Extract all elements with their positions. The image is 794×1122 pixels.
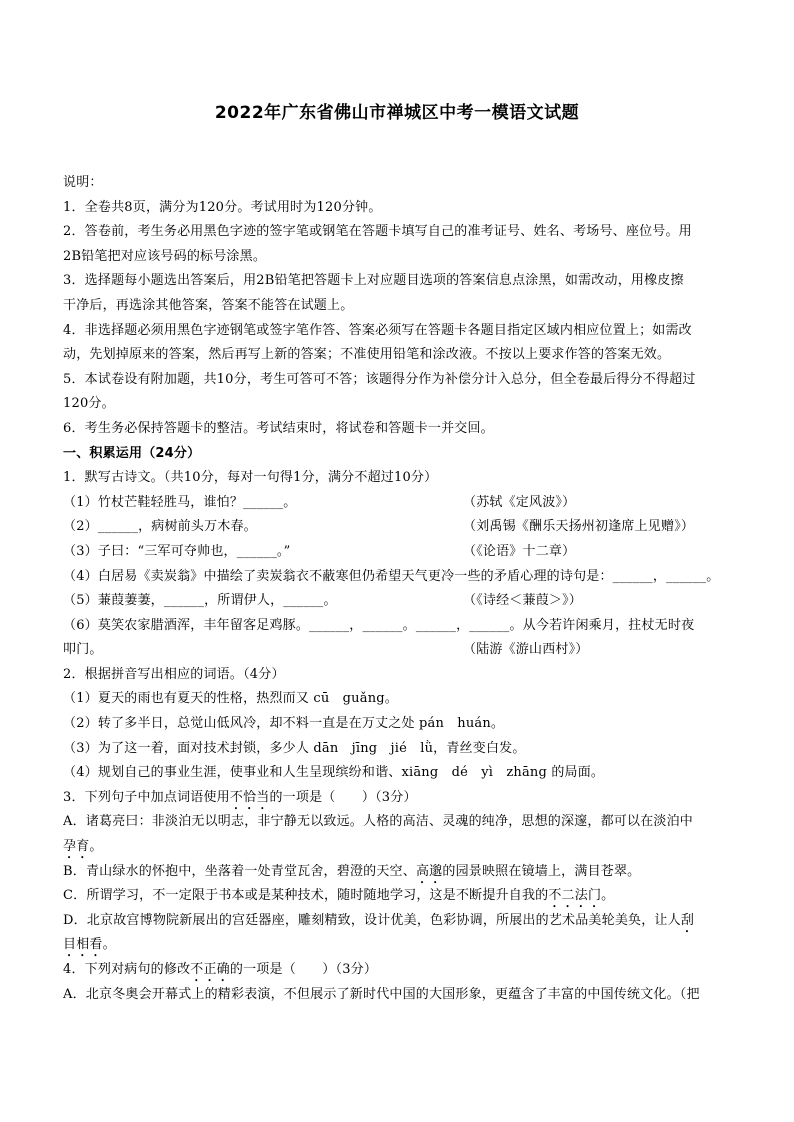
instruction-4-line-1: 4．非选择题必须用黑色字迹钢笔或签字笔作答、答案必须写在答题卡各题目指定区域内相应位置上；如需改 bbox=[63, 322, 692, 338]
exam-content bbox=[63, 171, 735, 1007]
q1-item-5-source: （《诗经＜蒹葭＞》） bbox=[463, 593, 583, 609]
q3-option-c-post: 。 bbox=[601, 888, 615, 904]
section-1-heading: 一、积累运用（24分） bbox=[63, 445, 201, 461]
q1-item-1 bbox=[63, 491, 735, 516]
q1-item-3-text: （3）子曰：“三军可夺帅也，______。” bbox=[63, 543, 291, 559]
q3-option-a-emphasis: 孕育。 bbox=[63, 839, 103, 855]
q3-option-d-pre: D．北京故宫博物院新展出的宫廷器座，雕刻精致，设计优美，色彩协调，所展出的艺术品美轮美奂，让人 bbox=[63, 912, 681, 928]
q1-item-2-text: （2）______，病树前头万木春。 bbox=[63, 519, 257, 535]
q1-item-3-source: （《论语》十二章） bbox=[463, 543, 576, 559]
instruction-2-line-1: 2．答卷前，考生务必用黑色字迹的签字笔或钢笔在答题卡填写自己的准考证号、姓名、考场号、座位号。用 bbox=[63, 224, 692, 240]
q1-item-1-text: （1）竹杖芒鞋轻胜马，谁怕？______。 bbox=[63, 494, 297, 510]
q4-stem-a: 4．下列对病句的修改 bbox=[63, 962, 191, 977]
q2-item-1: （1）夏天的雨也有夏天的性格，热烈而又 cū guǎng。 bbox=[63, 691, 398, 707]
q3-option-d-line-1 bbox=[63, 909, 735, 934]
q3-option-a-line-2 bbox=[63, 835, 735, 860]
q4-option-a-line-1: A．北京冬奥会开幕式上的精彩表演，不但展示了新时代中国的大国形象，更蕴含了丰富的中国传统文化。（把 bbox=[63, 986, 700, 1002]
q2-item-2: （2）转了多半日，总觉山低风冷，却不料一直是在万丈之处 pán huán。 bbox=[63, 716, 505, 732]
instruction-5-line-2: 120分。 bbox=[63, 396, 115, 412]
q3-option-d-post: 。 bbox=[102, 937, 116, 953]
q1-item-6-source: （陆游《游山西村》） bbox=[463, 642, 589, 658]
q1-item-1-source: （苏轼《定风波》） bbox=[463, 494, 576, 510]
q1-item-2-source: （刘禹锡《酬乐天扬州初逢席上见赠》） bbox=[463, 519, 695, 535]
q3-stem bbox=[63, 786, 735, 811]
instruction-2-line-2: 2B铅笔把对应该号码的标号涂黑。 bbox=[63, 248, 267, 264]
q1-item-6-line-1: （6）莫笑农家腊酒浑，丰年留客足鸡豚。______，______。______，______。从今若许闲乘月，拄杖无时夜 bbox=[63, 617, 695, 633]
q1-item-3 bbox=[63, 540, 735, 565]
instruction-5-line-1: 5．本试卷设有附加题，共10分，考生可答可不答；该题得分作为补偿分计入总分，但全卷最后得分不得超过 bbox=[63, 371, 696, 387]
q3-option-d-emphasis-1: 刮 bbox=[680, 912, 695, 928]
q2-item-4: （4）规划自己的事业生涯，使事业和人生呈现缤纷和谐、xiāng dé yì zhāng 的局面。 bbox=[63, 765, 605, 781]
q3-option-a-line-1: A．诸葛亮曰：非淡泊无以明志，非宁静无以致远。人格的高洁、灵魂的纯净，思想的深邃，都可以在淡泊中 bbox=[63, 814, 693, 830]
instruction-3-line-1: 3．选择题每小题选出答案后，用2B铅笔把答题卡上对应题目选项的答案信息点涂黑，如需改动，用橡皮擦 bbox=[63, 273, 684, 289]
q3-option-d-line-2 bbox=[63, 933, 735, 958]
q3-stem-emphasis: 不恰当 bbox=[229, 789, 270, 805]
q4-stem-b: 的一项是（ ）（3分） bbox=[229, 962, 378, 977]
q1-item-6-text: 叩门。 bbox=[63, 642, 103, 658]
q3-option-b-post: 的园景映照在镜墙上，满目苍翠。 bbox=[442, 863, 641, 879]
q2-item-3: （3）为了这一着，面对技术封锁，多少人 dān jīng jié lǜ，青丝变白发。 bbox=[63, 740, 526, 756]
q4-stem bbox=[63, 958, 735, 983]
q3-stem-b: 的一项是（ ）（3分） bbox=[269, 789, 417, 805]
q3-option-c-pre: C．所谓学习，不一定限于书本或是某种技术，随时随地学习，这是不断提升自我的 bbox=[63, 888, 549, 904]
q3-option-c-emphasis: 不二法门 bbox=[548, 888, 602, 904]
q3-option-b bbox=[63, 860, 735, 885]
q1-item-4: （4）白居易《卖炭翁》中描绘了卖炭翁衣不蔽寒但仍希望天气更冷一些的矛盾心理的诗句是：______，______。 bbox=[63, 568, 720, 584]
instruction-1: 1．全卷共8页，满分为120分。考试用时为120分钟。 bbox=[63, 199, 382, 215]
q3-option-c bbox=[63, 884, 735, 909]
page-title: 2022年广东省佛山市禅城区中考一模语文试题 bbox=[214, 103, 580, 123]
q1-item-2 bbox=[63, 515, 735, 540]
q4-stem-emphasis: 不正确 bbox=[190, 962, 230, 977]
q1-item-5 bbox=[63, 589, 735, 614]
instruction-3-line-2: 干净后，再选涂其他答案，答案不能答在试题上。 bbox=[63, 297, 354, 313]
q2-stem: 2．根据拼音写出相应的词语。（4分） bbox=[63, 666, 285, 682]
q3-stem-a: 3．下列句子中加点词语使用 bbox=[63, 789, 230, 805]
q1-item-5-text: （5）蒹葭萋萋，______，所谓伊人，______。 bbox=[63, 593, 337, 609]
q3-option-b-emphasis: 高邈 bbox=[415, 863, 443, 879]
q3-option-b-pre: B．青山绿水的怀抱中，坐落着一处青堂瓦舍，碧澄的天空、 bbox=[63, 863, 416, 879]
instruction-6: 6．考生务必保持答题卡的整洁。考试结束时，将试卷和答题卡一并交回。 bbox=[63, 420, 494, 436]
instruction-4-line-2: 动，先划掉原来的答案，然后再写上新的答案；不准使用铅笔和涂改液。不按以上要求作答的答案无效。 bbox=[63, 347, 671, 363]
instructions-heading: 说明： bbox=[63, 175, 103, 190]
q1-stem: 1．默写古诗文。（共10分，每对一句得1分，满分不超过10分） bbox=[63, 470, 438, 486]
q1-item-6-line-2 bbox=[63, 638, 735, 663]
q3-option-d-emphasis-2: 目相看 bbox=[63, 937, 103, 953]
